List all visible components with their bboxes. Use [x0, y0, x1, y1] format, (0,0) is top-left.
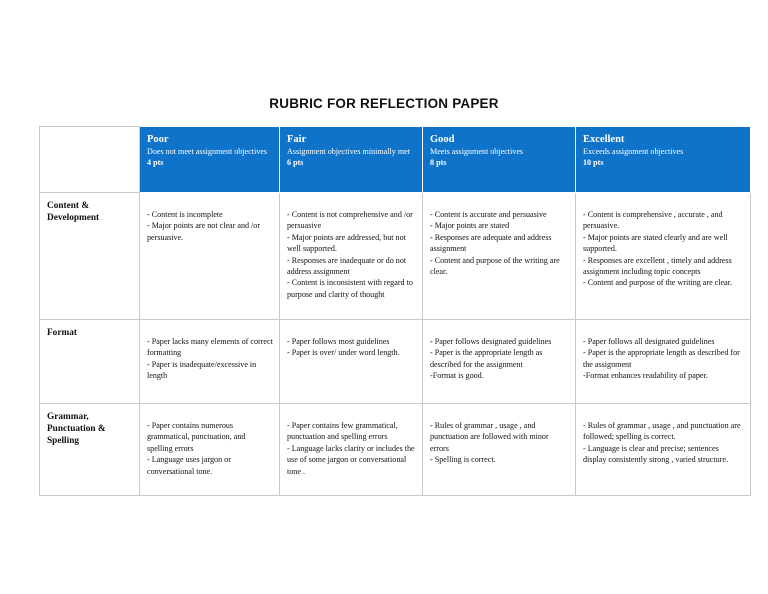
cell-line: - Major points are addressed, but not well supported.: [287, 232, 406, 254]
cell-line: - Major points are stated: [430, 221, 510, 231]
criterion-name: Format: [40, 320, 140, 404]
level-excellent-header: [576, 127, 751, 193]
cell-line: - Language lacks clarity or includes the use of some jargon or conversational tone .: [287, 443, 415, 476]
cell-line: - Content and purpose of the writing are clear.: [583, 278, 733, 288]
criterion-name: Content & Development: [40, 193, 140, 320]
cell-line: - Paper follows most guidelines: [287, 337, 390, 346]
level-points: 10 pts: [583, 158, 604, 168]
rubric-cell-poor: [140, 320, 280, 404]
rubric-cell-excellent: [576, 320, 751, 404]
cell-line: -Format is good.: [430, 371, 484, 381]
rubric-cell-fair: [280, 404, 423, 496]
level-name: Poor: [147, 134, 169, 145]
level-points: 8 pts: [430, 158, 447, 168]
level-poor-header: [140, 127, 280, 193]
cell-line: - Paper is inadequate/excessive in length: [147, 359, 257, 381]
cell-line: - Content is accurate and persuasive: [430, 210, 547, 219]
rubric-cell-fair: [280, 193, 423, 320]
cell-line: - Content and purpose of the writing are clear.: [430, 255, 560, 277]
cell-line: - Major points are not clear and /or persuasive.: [147, 221, 261, 242]
level-fair-header: [280, 127, 423, 193]
criterion-name: Grammar, Punctuation & Spelling: [40, 404, 140, 496]
criterion-row-content: [40, 193, 751, 320]
rubric-cell-excellent: [576, 193, 751, 320]
cell-line: - Rules of grammar , usage , and punctuation are followed; spelling is correct.: [583, 421, 741, 442]
cell-line: - Paper follows designated guidelines: [430, 337, 552, 346]
level-name: Excellent: [583, 134, 625, 145]
rubric-cell-fair: [280, 320, 423, 404]
cell-line: - Paper is the appropriate length as described for the assignment: [430, 348, 543, 369]
cell-line: - Paper is over/ under word length.: [287, 348, 400, 358]
rubric-cell-poor: [140, 404, 280, 496]
cell-line: - Content is incomplete: [147, 210, 223, 219]
rubric-cell-excellent: [576, 404, 751, 496]
cell-line: - Responses are adequate and address assignment: [430, 232, 552, 254]
level-name: Fair: [287, 134, 307, 145]
cell-line: - Spelling is correct.: [430, 455, 496, 465]
cell-line: - Content is comprehensive , accurate , and persuasive.: [583, 210, 723, 231]
cell-line: - Paper lacks many elements of correct formatting: [147, 337, 273, 358]
cell-line: - Rules of grammar , usage , and punctuation are followed with minor errors: [430, 421, 549, 453]
criterion-row-format: [40, 320, 751, 404]
cell-line: - Language is clear and precise; sentences display consistently strong , varied structure.: [583, 443, 728, 465]
cell-line: - Content is not comprehensive and /or persuasive: [287, 210, 413, 231]
cell-line: - Major points are stated clearly and are well supported.: [583, 232, 728, 254]
criterion-row-grammar: [40, 404, 751, 496]
cell-line: -Format enhances readability of paper.: [583, 371, 708, 381]
level-points: 4 pts: [147, 158, 164, 168]
cell-line: - Responses are excellent , timely and address assignment including topic concepts: [583, 255, 732, 277]
cell-line: - Content is inconsistent with regard to purpose and clarity of thought: [287, 278, 413, 299]
cell-line: - Language uses jargon or conversational tone.: [147, 455, 231, 476]
level-good-header: [423, 127, 576, 193]
level-description: Meets assignment objectives: [430, 147, 524, 156]
cell-line: - Paper follows all designated guidelines: [583, 337, 715, 346]
document-title: RUBRIC FOR REFLECTION PAPER: [269, 96, 499, 111]
header-corner-cell: [40, 127, 140, 193]
level-description: Does not meet assignment objectives: [147, 147, 268, 156]
rubric-table: [39, 126, 751, 496]
header-row: [40, 127, 751, 193]
rubric-cell-good: [423, 193, 576, 320]
cell-line: - Paper is the appropriate length as described for the assignment: [583, 348, 740, 369]
level-name: Good: [430, 134, 455, 145]
rubric-cell-poor: [140, 193, 280, 320]
cell-line: - Paper contains numerous grammatical, punctuation, and spelling errors: [147, 421, 246, 453]
rubric-cell-good: [423, 404, 576, 496]
cell-line: - Responses are inadequate or do not address assignment: [287, 255, 407, 277]
cell-line: - Paper contains few grammatical, punctuation and spelling errors: [287, 421, 398, 442]
level-description: Assignment objectives minimally met: [287, 147, 410, 156]
level-points: 6 pts: [287, 158, 304, 168]
level-description: Exceeds assignment objectives: [583, 147, 684, 156]
rubric-cell-good: [423, 320, 576, 404]
